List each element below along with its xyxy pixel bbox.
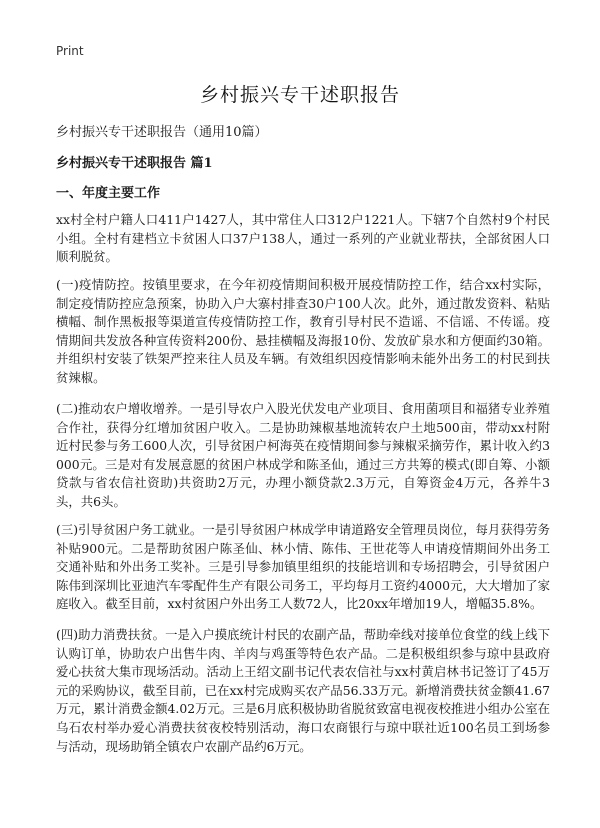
print-link[interactable]: Print	[56, 44, 84, 58]
paragraph-epidemic-control: (一)疫情防控。按镇里要求，在今年初疫情期间积极开展疫情防控工作，结合xx村实际，制定疫情防控应急预案，协助入户大寨村排查30户100人次。此外，通过散发资料、粘贴横幅、制作黑板报等渠道宣传疫情防控工作，教育引导村民不造谣、不信谣、不传谣。疫情期间共发放各种宣传资料200份、悬挂横幅及海报10份、发放矿泉水和方便面约30箱。并组织村安装了铁架严控来往人员及车辆。有效组织因疫情影响未能外出务工的村民到扶贫辣椒。	[56, 277, 550, 385]
document-subtitle: 乡村振兴专干述职报告（通用10篇）	[56, 125, 268, 140]
document-title: 乡村振兴专干述职报告	[199, 84, 400, 106]
paragraph-consumption-support: (四)助力消费扶贫。一是入户摸底统计村民的农副产品，帮助牵线对接单位食堂的线上线下认购订单，协助农户出售牛肉、羊肉与鸡蛋等特色农产品。二是积极组织参与琼中县政府爱心扶贫大集市现场活动。活动上王绍文副书记代表农信社与xx村黄启林书记签订了45万元的采购协议，截至目前，已在xx村完成购买农产品56.33万元。新增消费扶贫金额41.67万元，累计消费金额4.02万元。三是6月底积极协助省脱贫致富电视夜校推进小组办公室在乌石农村举办爱心消费扶贫夜校特别活动，海口农商银行与琼中联社近100名员工到场参与活动，现场助销全镇农户农副产品约6万元。	[56, 627, 550, 754]
section-heading: 一、年度主要工作	[56, 186, 161, 201]
article-heading: 乡村振兴专干述职报告 篇1	[56, 156, 213, 171]
paragraph-income-growth: (二)推动农户增收增养。一是引导农户入股光伏发电产业项目、食用菌项目和福猪专业养殖合作社，获得分红增加贫困户收入。二是协助辣椒基地流转农户土地500亩，带动xx村附近村民参与务工600人次，引导贫困户柯海英在疫情期间参与辣椒采摘劳作，累计收入约3000元。三是对有发展意愿的贫困户林成学和陈圣仙，通过三方共筹的模式(即自筹、小额贷款与省农信社资助)共资助2万元，办理小额贷款2.3万元，自筹资金4万元，各养牛3头，共6头。	[56, 401, 550, 509]
paragraph-employment: (三)引导贫困户务工就业。一是引导贫困户林成学申请道路安全管理员岗位，每月获得劳务补贴900元。二是帮助贫困户陈圣仙、林小情、陈伟、王世花等人申请疫情期间外出务工交通补贴和外出务工奖补。三是引导参加镇里组织的技能培训和专场招聘会，引导贫困户陈伟到深圳比亚迪汽车零配件生产有限公司务工，平均每月工资约4000元，大大增加了家庭收入。截至目前，xx村贫困户外出务工人数72人，比20xx年增加19人，增幅35.8%。	[56, 522, 550, 612]
paragraph-overview: xx村全村户籍人口411户1427人，其中常住人口312户1221人。下辖7个自然村9个村民小组。全村有建档立卡贫困人口37户138人，通过一系列的产业就业帮扶，全部贫困人口顺利脱贫。	[56, 212, 550, 265]
